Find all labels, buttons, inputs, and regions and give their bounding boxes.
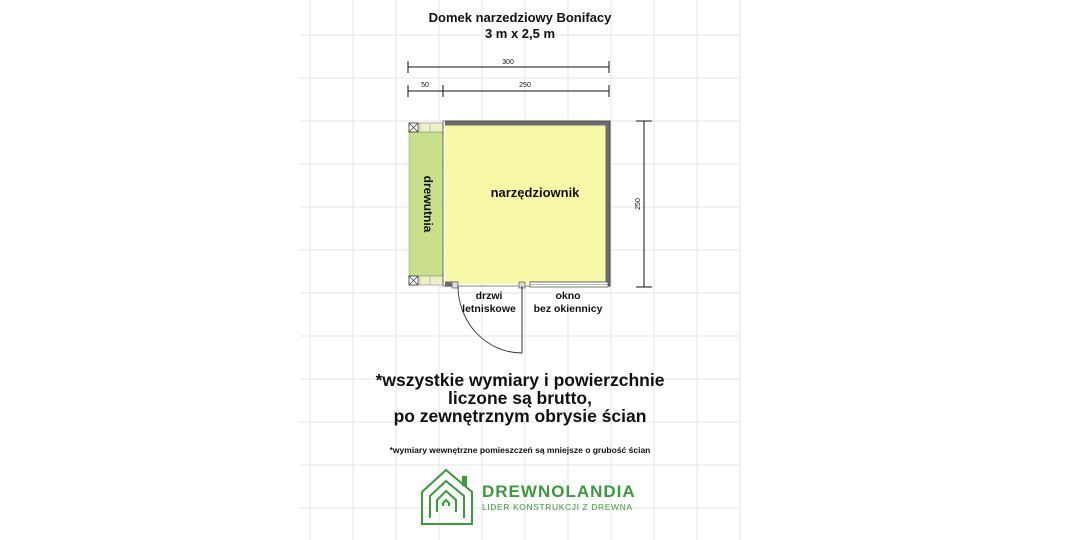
plan-title-line1: Domek narzedziowy Bonifacy	[428, 10, 612, 25]
post-top-icon	[409, 123, 418, 132]
window	[530, 282, 608, 287]
dimension-left-part-label: 50	[421, 82, 429, 89]
dimension-parts	[408, 82, 609, 97]
note-small: *wymiary wewnętrzne pomieszczeń są mniejsze o grubość ścian	[389, 445, 651, 455]
brand-name: DREWNOLANDIA	[482, 482, 636, 501]
note-line2: liczone są brutto,	[448, 388, 592, 408]
brand-tagline: LIDER KONSTRUKCJI Z DREWNA	[482, 502, 633, 512]
dimension-depth	[635, 121, 652, 287]
post-bottom-icon	[409, 276, 418, 285]
window-label-line1: okno	[555, 290, 581, 302]
note-line1: *wszystkie wymiary i powierzchnie	[375, 370, 665, 390]
dimension-total-width-label: 300	[502, 59, 514, 66]
dimension-main-part-label: 250	[519, 82, 531, 89]
note-line3: po zewnętrznym obrysie ścian	[393, 406, 647, 426]
woodshed-area	[409, 123, 443, 285]
door-label-line2: letniskowe	[462, 303, 516, 315]
tool-room-label: narzędziownik	[490, 185, 580, 200]
dimension-total-width	[408, 59, 609, 73]
tool-room	[443, 121, 610, 286]
house-wood-rings-icon	[422, 470, 472, 524]
window-label-line2: bez okiennicy	[533, 303, 603, 315]
woodshed-label: drewutnia	[421, 175, 435, 233]
plan-title-line2: 3 m x 2,5 m	[484, 26, 556, 41]
dimension-depth-label: 250	[635, 198, 642, 210]
door-label-line1: drzwi	[475, 290, 503, 302]
